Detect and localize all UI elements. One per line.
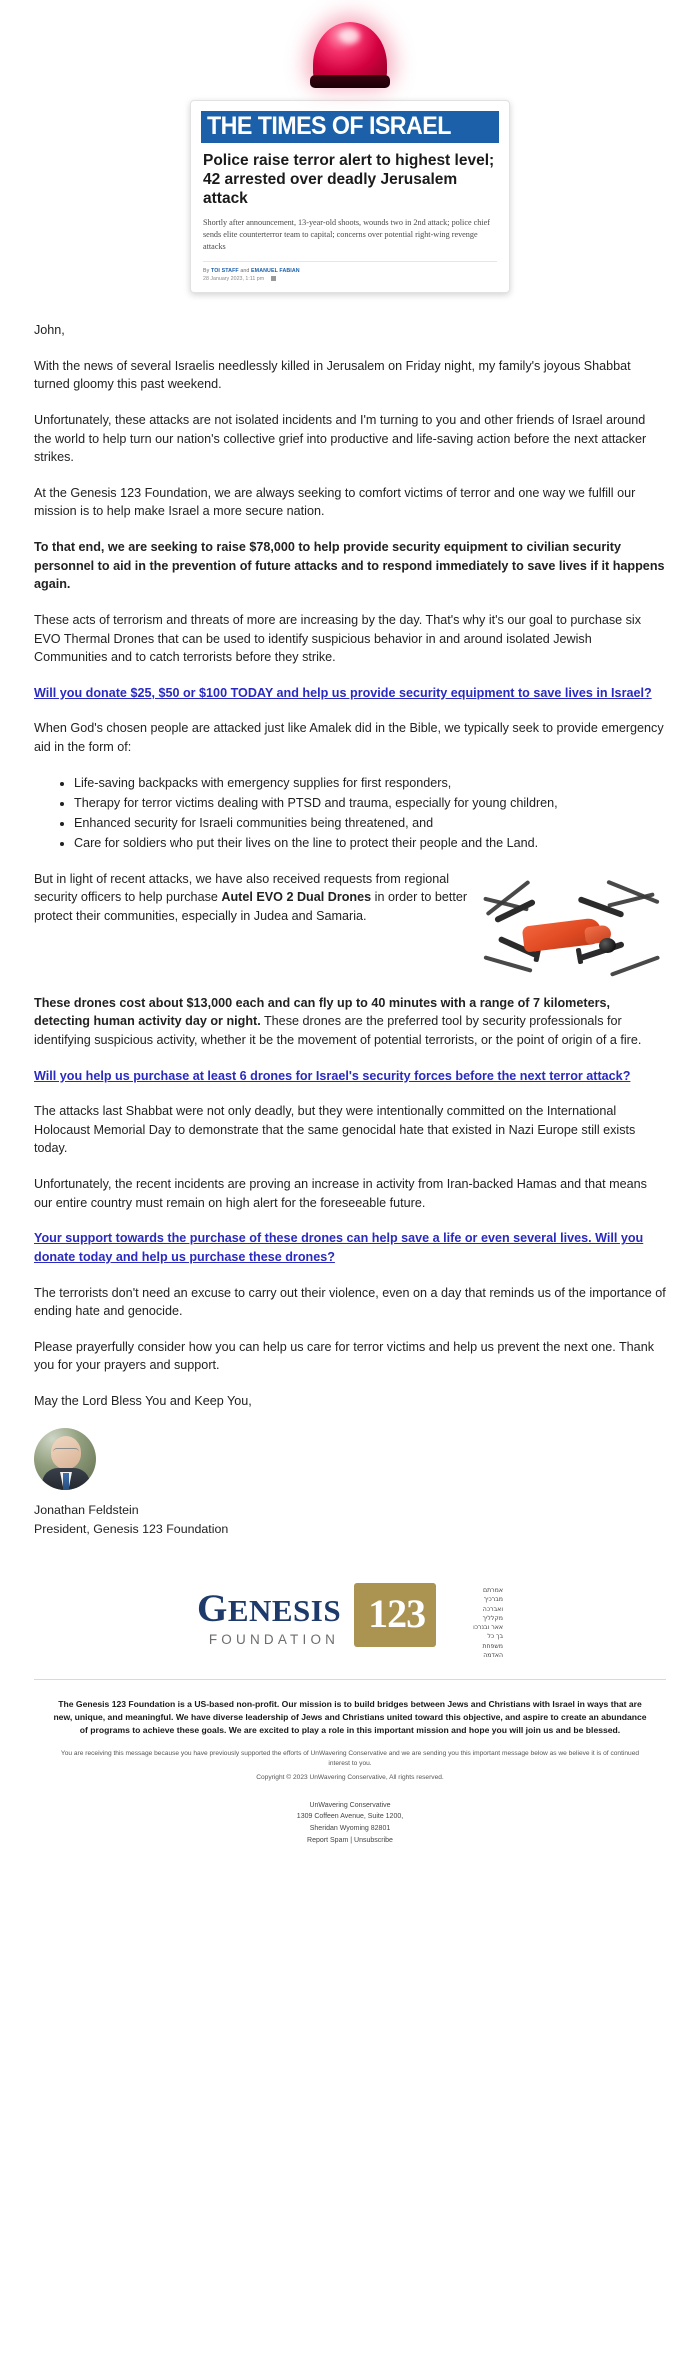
drone-camera-gimbal <box>599 938 616 953</box>
organization-logo-row <box>0 1557 700 1679</box>
hebrew-line: האדמה <box>483 1652 504 1659</box>
news-masthead <box>201 111 499 143</box>
hebrew-line: ואברכה <box>482 1605 504 1613</box>
emergency-siren-icon <box>290 18 410 96</box>
paragraph-7-part-b: in order to better protect their communities, especially in Judea and Samaria. <box>34 890 468 923</box>
drone-arm <box>577 896 624 918</box>
news-divider <box>203 261 497 262</box>
hero-section <box>0 0 700 299</box>
paragraph-11: The terrorists don't need an excuse to carry out their violence, even on a day that reminds us of the importance of ending hate and genocide. <box>34 1285 666 1319</box>
footer-address-line-1: 1309 Coffeen Avenue, Suite 1200, <box>296 1813 404 1821</box>
salutation: John, <box>34 323 65 338</box>
donate-cta-link-3[interactable]: Your support towards the purchase of these drones can help save a life or even several lives. Will you donate today and help us purchase these drones? <box>34 1231 644 1264</box>
drone-propeller <box>610 955 660 977</box>
news-masthead-text: THE TIMES OF ISRAEL <box>207 112 451 140</box>
paragraph-9: The attacks last Shabbat were not only deadly, but they were intentionally committed on the International Holocaust Memorial Day to demonstrate that the same genocidal hate that existed in Nazi Europe still exists today. <box>34 1104 636 1156</box>
aid-list <box>34 774 666 853</box>
hebrew-line: אאר ובנרכו <box>473 1624 504 1632</box>
siren-glow <box>340 28 360 44</box>
footer-address-line-2: Sheridan Wyoming 82801 <box>309 1825 391 1833</box>
paragraph-5: These acts of terrorism and threats of more are increasing by the day. That's why it's our goal to purchase six EVO Thermal Drones that can be used to identify suspicious behavior in and around isolated Jewish Communities and to catch terrorists before they strike. <box>34 612 642 665</box>
hebrew-line: מקלליך <box>482 1614 504 1622</box>
paragraph-12: Please prayerfully consider how you can help us care for terror victims and help us prevent the next one. Thank you for your prayers and support. <box>34 1339 654 1373</box>
news-date-row <box>203 276 497 282</box>
siren-base <box>310 75 390 88</box>
footer-links <box>52 1835 648 1861</box>
logo-genesis-text <box>196 1586 342 1630</box>
report-spam-link[interactable]: Report Spam <box>307 1836 349 1844</box>
footer-link-separator: | <box>348 1836 355 1844</box>
paragraph-8-part-b: These drones are the preferred tool by security professionals for identifying suspicious activity, whether it be the movement of potential terrorists, or the point of origin of a fire. <box>34 1014 642 1047</box>
drone-paragraph-block <box>34 870 666 994</box>
logo-word-rest: ENESIS <box>227 1592 342 1628</box>
list-item: • Therapy for terror victims dealing with PTSD and trauma, especially for young children, <box>74 794 666 812</box>
paragraph-8 <box>34 994 666 1050</box>
paragraph-2: Unfortunately, these attacks are not isolated incidents and I'm turning to you and other friends of Israel around the world to help turn our nation's collective grief into productive and life-saving action before the next attacker strikes. <box>34 412 647 465</box>
drone-model-name: Autel EVO 2 Dual Drones <box>221 890 372 905</box>
logo-foundation-text: FOUNDATION <box>208 1631 340 1647</box>
drone-propeller <box>483 955 532 973</box>
genesis-123-logo[interactable] <box>196 1583 504 1659</box>
byline-prefix: By <box>203 267 210 274</box>
byline-author-2[interactable]: EMANUEL FABIAN <box>251 267 300 274</box>
news-date: 28 January 2023, 1:11 pm <box>203 276 265 283</box>
avatar-tie <box>63 1473 69 1490</box>
footer-disclaimer: You are receiving this message because you have previously supported the efforts of UnWavering Conservative and we are sending you this important message below as we believe it is of continued interest to you. <box>60 1749 640 1768</box>
donate-cta-link-2[interactable]: Will you help us purchase at least 6 drones for Israel's security forces before the next terror attack? <box>34 1068 631 1083</box>
avatar-glasses <box>53 1448 79 1456</box>
news-headline: Police raise terror alert to highest level; 42 arrested over deadly Jerusalem attack <box>203 152 495 207</box>
footer-org-name: UnWavering Conservative <box>309 1801 391 1809</box>
logo-hebrew-verse <box>440 1583 503 1660</box>
signature-name: Jonathan Feldstein <box>34 1502 139 1517</box>
list-item: • Care for soldiers who put their lives on the line to protect their people and the Land. <box>74 834 666 852</box>
signature-block <box>0 1428 700 1539</box>
list-item: • Life-saving backpacks with emergency supplies for first responders, <box>74 774 666 792</box>
byline-conjunction: and <box>240 267 250 274</box>
paragraph-7-part-a: But in light of recent attacks, we have also received requests from regional security officers to help purchase <box>34 871 450 905</box>
email-footer <box>0 1680 700 1865</box>
news-article-card[interactable] <box>190 100 510 293</box>
footer-mission-statement: The Genesis 123 Foundation is a US-based non-profit. Our mission is to build bridges between Jews and Christians with Israel in ways that are new, unique, and meaningful. We have diverse leadership of Jews and Christians united toward this objective, and aspire to create an abundance of programs to achieve these goals. We are excited to play a role in this important mission and hope you will join us and be blessed. <box>53 1698 647 1735</box>
logo-initial: G <box>196 1586 228 1630</box>
news-standfirst: Shortly after announcement, 13-year-old shoots, wounds two in 2nd attack; police chief sends elite counterterror team to capital; concerns over potential right-wing revenge attacks <box>203 217 491 252</box>
list-item: • Enhanced security for Israeli communities being threatened, and <box>74 814 666 832</box>
closing-line: May the Lord Bless You and Keep You, <box>34 1394 252 1409</box>
footer-copyright: Copyright © 2023 UnWavering Conservative, All rights reserved. <box>256 1773 444 1781</box>
drone-product-image <box>481 870 666 990</box>
paragraph-10: Unfortunately, the recent incidents are proving an increase in activity from Iran-backed Hamas and that means our entire country must remain on high alert for the foreseeable future. <box>34 1177 647 1210</box>
comment-count-icon <box>271 276 276 281</box>
byline-author-1[interactable]: TOI STAFF <box>210 267 239 274</box>
signature-title: President, Genesis 123 Foundation <box>34 1522 229 1537</box>
letter-body <box>0 299 700 1411</box>
drone-specs-bold: These drones cost about $13,000 each and can fly up to 40 minutes with a range of 7 kilometers, detecting human activity day or night. <box>34 995 610 1029</box>
hebrew-line: בך כל <box>487 1633 504 1641</box>
logo-123-text: 123 <box>368 1590 426 1636</box>
fundraising-goal-paragraph: To that end, we are seeking to raise $78,000 to help provide security equipment to civilian security personnel to aid in the prevention of future attacks and to respond immediately to save lives if it happens again. <box>34 540 665 592</box>
donate-cta-link-1[interactable]: Will you donate $25, $50 or $100 TODAY and help us provide security equipment to save lives in Israel? <box>34 685 652 700</box>
logo-wordmark <box>197 1583 349 1647</box>
hebrew-line: מברכיך <box>483 1596 504 1604</box>
paragraph-3: At the Genesis 123 Foundation, we are always seeking to comfort victims of terror and one way we fulfill our mission is to help make Israel a more secure nation. <box>34 485 636 519</box>
avatar <box>34 1428 96 1490</box>
hebrew-line: אמרתם <box>483 1586 504 1594</box>
paragraph-1: With the news of several Israelis needlessly killed in Jerusalem on Friday night, my family's joyous Shabbat turned gloomy this past weekend. <box>34 358 631 392</box>
news-byline <box>203 267 497 275</box>
unsubscribe-link[interactable]: Unsubscribe <box>354 1836 393 1844</box>
hebrew-line: משפחת <box>482 1642 504 1650</box>
paragraph-6: When God's chosen people are attacked just like Amalek did in the Bible, we typically seek to provide emergency aid in the form of: <box>34 721 664 755</box>
logo-123-badge <box>354 1583 436 1647</box>
